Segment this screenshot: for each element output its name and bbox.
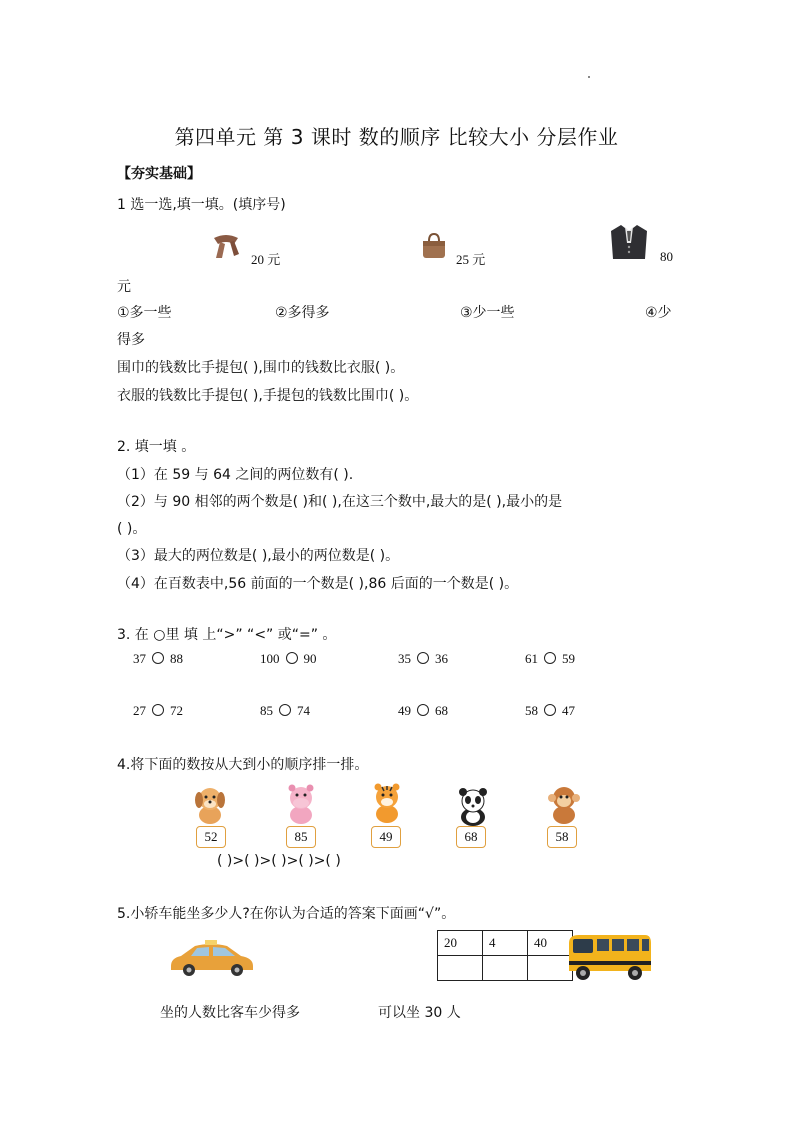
jacket-icon: [609, 223, 649, 261]
compare-circle[interactable]: [544, 704, 556, 716]
option-3: ③少一些: [460, 305, 515, 321]
compare-circle[interactable]: [417, 704, 429, 716]
q3-heading: 3. 在 ○里 填 上“>” “<” 或“=” 。: [117, 627, 337, 643]
q1-line-2: 衣服的钱数比手提包( ),手提包的钱数比围巾( )。: [117, 388, 419, 404]
compare-circle[interactable]: [279, 704, 291, 716]
q2-heading: 2. 填一填 。: [117, 439, 196, 455]
compare-item: 27 72: [133, 703, 183, 718]
q2-line-1: （1）在 59 与 64 之间的两位数有( ).: [117, 467, 354, 483]
number-card: 49: [371, 826, 401, 848]
section-label: 【夯实基础】: [117, 166, 201, 182]
compare-item: 85 74: [260, 703, 310, 718]
price-scarf: 20 元: [251, 252, 281, 267]
number-card: 58: [547, 826, 577, 848]
note-seats-30: 可以坐 30 人: [378, 1005, 461, 1021]
compare-item: 58 47: [525, 703, 575, 718]
choice-cell: 20: [438, 931, 483, 956]
handbag-icon: [421, 232, 447, 260]
compare-circle[interactable]: [152, 652, 164, 664]
panda-icon: [455, 787, 491, 827]
bus-icon: [565, 931, 653, 983]
compare-item: 100 90: [260, 651, 317, 666]
compare-circle[interactable]: [152, 704, 164, 716]
price-wrap: 元: [117, 279, 131, 295]
compare-circle[interactable]: [544, 652, 556, 664]
q2-line-3: （3）最大的两位数是( ),最小的两位数是( )。: [117, 548, 400, 564]
price-jacket: 80: [660, 249, 673, 264]
option-4: ④少: [645, 305, 672, 321]
q2-line-2: （2）与 90 相邻的两个数是( )和( ),在这三个数中,最大的是( ),最小的是: [117, 494, 563, 510]
choice-cell: 4: [483, 931, 528, 956]
compare-item: 61 59: [525, 651, 575, 666]
q4-heading: 4.将下面的数按从大到小的顺序排一排。: [117, 757, 369, 773]
number-card: 85: [286, 826, 316, 848]
order-answer-line[interactable]: ( )>( )>( )>( )>( ): [217, 853, 341, 869]
number-card: 52: [196, 826, 226, 848]
check-cell[interactable]: [438, 956, 483, 981]
q2-line-4: （4）在百数表中,56 前面的一个数是( ),86 后面的一个数是( )。: [117, 576, 519, 592]
compare-item: 37 88: [133, 651, 183, 666]
option-wrap: 得多: [117, 332, 145, 348]
q1-line-1: 围巾的钱数比手提包( ),围巾的钱数比衣服( )。: [117, 360, 405, 376]
compare-item: 49 68: [398, 703, 448, 718]
compare-item: 35 36: [398, 651, 448, 666]
q1-heading: 1 选一选,填一填。(填序号): [117, 197, 286, 213]
monkey-icon: [546, 783, 582, 825]
option-1: ①多一些: [117, 305, 172, 321]
price-handbag: 25 元: [456, 252, 486, 267]
q2-line-2b: ( )。: [117, 521, 147, 537]
scarf-icon: [210, 232, 242, 260]
hippo-icon: [284, 783, 318, 825]
compare-circle[interactable]: [286, 652, 298, 664]
q5-heading: 5.小轿车能坐多少人?在你认为合适的答案下面画“√”。: [117, 906, 456, 922]
check-cell[interactable]: [483, 956, 528, 981]
answer-table: [437, 930, 573, 981]
choice-cell: 40: [528, 931, 573, 956]
page-title: 第四单元 第 3 课时 数的顺序 比较大小 分层作业: [174, 125, 619, 149]
tiger-icon: [370, 782, 404, 824]
number-card: 68: [456, 826, 486, 848]
car-icon: [165, 938, 257, 978]
compare-circle[interactable]: [417, 652, 429, 664]
dog-icon: [192, 783, 228, 825]
option-2: ②多得多: [275, 305, 330, 321]
stray-dot: [588, 76, 590, 78]
note-fewer-than-bus: 坐的人数比客车少得多: [160, 1005, 300, 1021]
